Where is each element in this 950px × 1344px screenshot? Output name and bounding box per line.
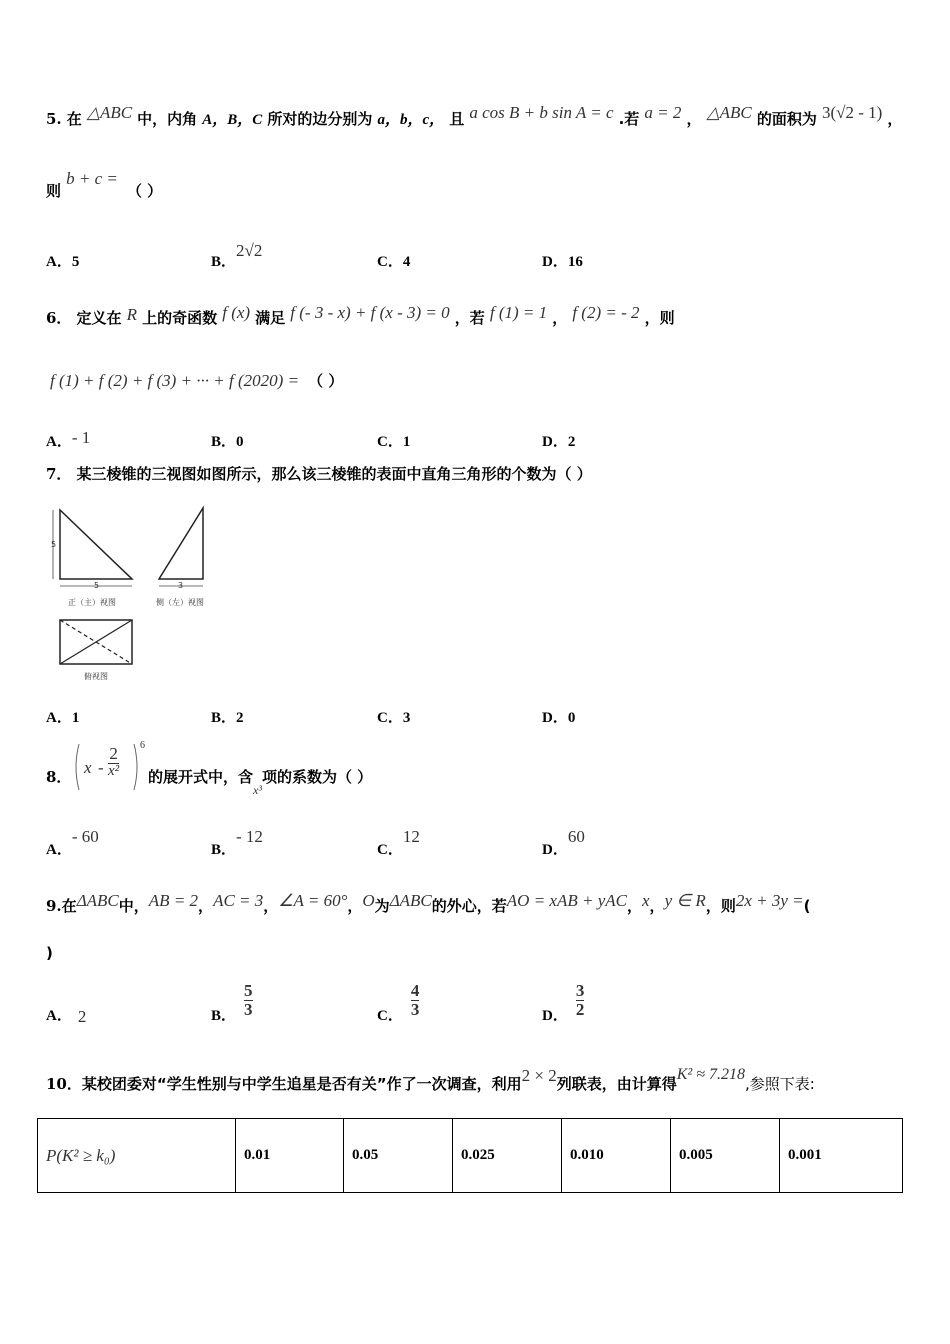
- q9-option-b[interactable]: B． $\frac{5}{3}$: [211, 981, 253, 1024]
- q6-option-d[interactable]: D．2: [542, 434, 576, 450]
- q9-option-a[interactable]: A． 2: [46, 1007, 87, 1026]
- q10-probability-table: [37, 1118, 903, 1193]
- q7-line1: [46, 463, 592, 484]
- q6-number: 6．: [46, 309, 72, 327]
- q9-vector: AO = xAB + yAC: [506, 891, 627, 910]
- q10-k-value: K² ≈ 7.218: [676, 1066, 745, 1083]
- q7-figure-svg: [46, 505, 216, 685]
- q5-area: 3(√2 - 1): [821, 103, 883, 122]
- q8-binomial: x - $\frac{2}{\text{x²}}$ 6: [72, 740, 148, 794]
- q7-option-d[interactable]: D．0: [542, 710, 576, 726]
- q7-dim-height: 5: [51, 540, 57, 549]
- table-cell: 0.005: [671, 1119, 780, 1193]
- q7-option-b[interactable]: B．2: [211, 710, 244, 726]
- q7-top-label: 俯视图: [84, 672, 108, 681]
- q7-number: 7．: [46, 465, 72, 483]
- q7-side-label: 侧（左）视图: [156, 598, 204, 607]
- q6-option-b[interactable]: B．0: [211, 434, 244, 450]
- q5-option-d[interactable]: D．16: [542, 254, 583, 270]
- q7-front-label: 正（主）视图: [68, 598, 116, 607]
- table-cell: 0.01: [236, 1119, 344, 1193]
- q7-three-views-figure: [46, 505, 216, 685]
- table-cell: 0.010: [562, 1119, 671, 1193]
- q5-option-b[interactable]: B．2√2: [211, 241, 263, 270]
- q8-number: 8．: [46, 768, 72, 786]
- q10-line1: 10．某校团委对“学生性别与中学生追星是否有关”作了一次调查，利用2 × 2列联表，由计算得K² ≈ 7.218,参照下表:: [46, 1066, 815, 1093]
- q6-sum: f (1) + f (2) + f (3) + ··· + f (2020) =: [50, 371, 300, 390]
- q7-option-a[interactable]: A．1: [46, 710, 80, 726]
- q5-option-c[interactable]: C．4: [377, 254, 411, 270]
- q8-option-b[interactable]: B．- 12: [211, 827, 263, 858]
- q7-text: 某三棱锥的三视图如图所示，那么该三棱锥的表面中直角三角形的个数为（ ）: [76, 465, 592, 483]
- q9-close-paren: ): [46, 944, 53, 962]
- q10-number: 10．: [46, 1075, 82, 1093]
- q9-number: 9.: [46, 897, 62, 915]
- side-view-triangle: [159, 508, 203, 579]
- q9-line1: 9.在ΔABC中，AB = 2，AC = 3，∠A = 60°，O为ΔABC的外心，若AO = xAB + yAC，x，y ∈ R，则2x + 3y =(: [46, 891, 811, 915]
- q5-equation: a cos B + b sin A = c: [469, 103, 614, 122]
- q8-option-c[interactable]: C．12: [377, 827, 420, 858]
- front-view-triangle: [60, 510, 132, 579]
- table-cell: 0.05: [344, 1119, 453, 1193]
- q5-line1: 5. 在 △ABC 中，内角 A，B，C 所对的边分别为 a，b，c， 且 a cos B + b sin A = c .若 a = 2 ， △ABC 的面积为 3(√2 - 1) ，: [46, 103, 903, 128]
- q8-option-d[interactable]: D．60: [542, 827, 585, 858]
- q9-option-d[interactable]: D． $\frac{3}{2}$: [542, 981, 585, 1024]
- q6-line2: f (1) + f (2) + f (3) + ··· + f (2020) = （ ）: [50, 371, 344, 390]
- table-header-cell: P(K² ≥ k₀): [38, 1119, 236, 1193]
- q7-option-c[interactable]: C．3: [377, 710, 411, 726]
- q8-option-a[interactable]: A．- 60: [46, 827, 99, 858]
- q7-dim-side: 3: [178, 581, 184, 590]
- q8-text: 的展开式中，含$_{x^3}$项的系数为（ ）: [148, 768, 373, 797]
- q9-option-c[interactable]: C． $\frac{4}{3}$: [377, 981, 420, 1024]
- q6-condition: f (- 3 - x) + f (x - 3) = 0: [290, 303, 450, 322]
- q5-number: 5.: [46, 110, 62, 128]
- q5-triangle: △ABC: [86, 103, 133, 122]
- q6-option-a[interactable]: A．- 1: [46, 428, 91, 450]
- q5-option-a[interactable]: A．5: [46, 254, 80, 270]
- q7-dim-width: 5: [94, 581, 100, 590]
- q6-option-c[interactable]: C．1: [377, 434, 411, 450]
- q6-line1: 6． 定义在 R 上的奇函数 f (x) 满足 f (- 3 - x) + f (x - 3) = 0 ，若 f (1) = 1 ， f (2) = - 2 ，则: [46, 303, 675, 327]
- table-row: [38, 1119, 903, 1193]
- q5-line2: 则 b + c = （ ）: [46, 169, 163, 200]
- table-cell: 0.001: [780, 1119, 903, 1193]
- table-cell: 0.025: [453, 1119, 562, 1193]
